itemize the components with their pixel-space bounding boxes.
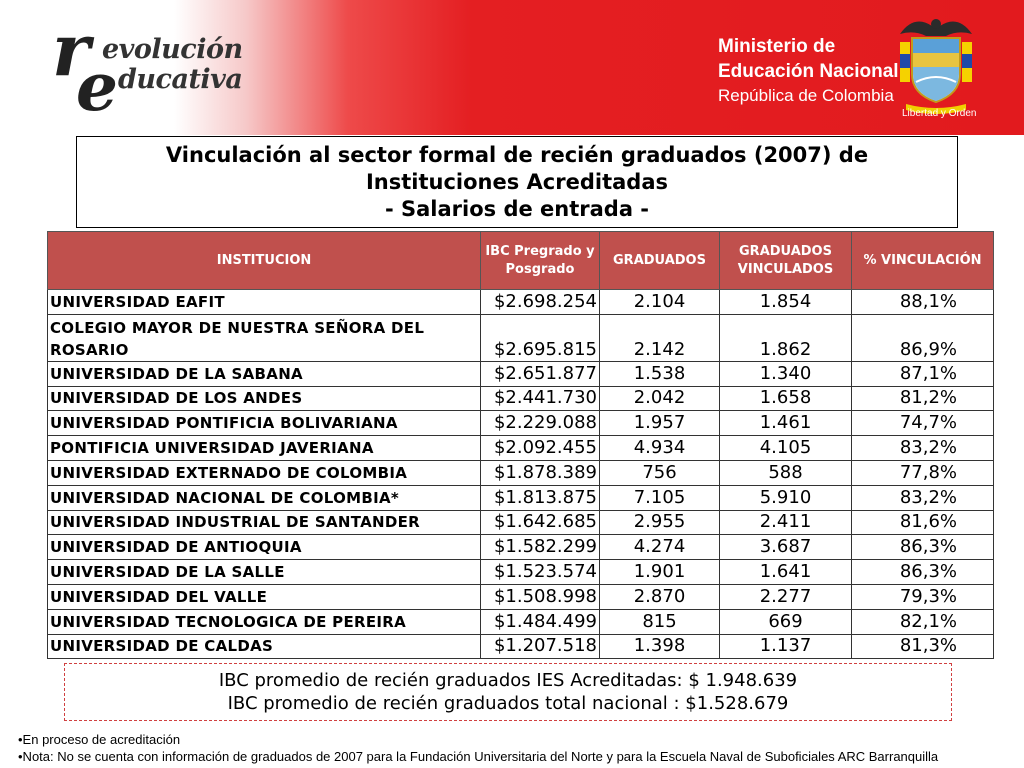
summary-line-nacional: IBC promedio de recién graduados total nacional : $1.528.679 — [227, 693, 789, 714]
cell-vinculacion: 81,2% — [852, 386, 994, 411]
motto-text: Libertad y Orden — [902, 108, 977, 119]
footnotes — [18, 731, 938, 765]
cell-vinculados: 1.340 — [720, 361, 852, 386]
table-row — [48, 560, 994, 585]
cell-graduados: 2.955 — [600, 510, 720, 535]
cell-graduados: 7.105 — [600, 485, 720, 510]
header-porcentaje-vinculacion: % VINCULACIÓN — [852, 232, 994, 290]
cell-vinculados: 1.137 — [720, 634, 852, 659]
table-row — [48, 460, 994, 485]
cell-vinculacion: 86,3% — [852, 535, 994, 560]
cell-vinculacion: 74,7% — [852, 411, 994, 436]
cell-institution: UNIVERSIDAD EXTERNADO DE COLOMBIA — [48, 460, 481, 485]
cell-institution: UNIVERSIDAD DE LA SALLE — [48, 560, 481, 585]
cell-ibc: $1.582.299 — [481, 535, 600, 560]
cell-vinculacion: 77,8% — [852, 460, 994, 485]
cell-vinculados: 1.641 — [720, 560, 852, 585]
ministry-line-1: Ministerio de — [718, 36, 836, 57]
table-header-row — [48, 232, 994, 290]
logo-initial-e: e — [76, 48, 118, 126]
table-row — [48, 436, 994, 461]
ministry-name — [718, 34, 898, 108]
cell-ibc: $1.878.389 — [481, 460, 600, 485]
cell-graduados: 4.274 — [600, 535, 720, 560]
cell-ibc: $1.813.875 — [481, 485, 600, 510]
cell-vinculados: 2.411 — [720, 510, 852, 535]
cell-vinculacion: 81,6% — [852, 510, 994, 535]
cell-graduados: 2.104 — [600, 290, 720, 315]
cell-vinculacion: 86,3% — [852, 560, 994, 585]
cell-vinculacion: 87,1% — [852, 361, 994, 386]
cell-ibc: $2.092.455 — [481, 436, 600, 461]
title-line-3: - Salarios de entrada - — [384, 196, 650, 221]
cell-graduados: 1.538 — [600, 361, 720, 386]
cell-institution: UNIVERSIDAD DE ANTIOQUIA — [48, 535, 481, 560]
summary-line-acreditadas: IBC promedio de recién graduados IES Acreditadas: $ 1.948.639 — [218, 670, 798, 691]
table-row — [48, 361, 994, 386]
cell-ibc: $2.441.730 — [481, 386, 600, 411]
cell-vinculacion: 88,1% — [852, 290, 994, 315]
cell-ibc: $2.695.815 — [481, 314, 600, 361]
cell-vinculacion: 83,2% — [852, 436, 994, 461]
cell-graduados: 2.142 — [600, 314, 720, 361]
cell-graduados: 2.870 — [600, 584, 720, 609]
cell-vinculados: 2.277 — [720, 584, 852, 609]
cell-ibc: $2.651.877 — [481, 361, 600, 386]
cell-ibc: $2.229.088 — [481, 411, 600, 436]
colombia-coat-of-arms-icon — [896, 12, 976, 117]
cell-vinculacion: 82,1% — [852, 609, 994, 634]
logo-word-educativa: ducativa — [118, 64, 243, 95]
cell-institution: UNIVERSIDAD DE LA SABANA — [48, 361, 481, 386]
cell-graduados: 1.957 — [600, 411, 720, 436]
header-graduados: GRADUADOS — [600, 232, 720, 290]
cell-institution: UNIVERSIDAD TECNOLOGICA DE PEREIRA — [48, 609, 481, 634]
cell-vinculacion: 79,3% — [852, 584, 994, 609]
cell-vinculados: 1.854 — [720, 290, 852, 315]
cell-vinculacion: 86,9% — [852, 314, 994, 361]
ministry-line-2: Educación Nacional — [718, 61, 899, 82]
table-row — [48, 485, 994, 510]
table-row — [48, 314, 994, 361]
table-row — [48, 584, 994, 609]
cell-institution: PONTIFICIA UNIVERSIDAD JAVERIANA — [48, 436, 481, 461]
cell-institution: UNIVERSIDAD NACIONAL DE COLOMBIA* — [48, 485, 481, 510]
header-institucion: INSTITUCION — [48, 232, 481, 290]
title-line-1: Vinculación al sector formal de recién graduados (2007) de — [165, 142, 869, 167]
table-row — [48, 535, 994, 560]
cell-institution: UNIVERSIDAD DE CALDAS — [48, 634, 481, 659]
logo-initial-r: r — [52, 7, 90, 92]
cell-vinculacion: 83,2% — [852, 485, 994, 510]
header-graduados-vinculados: GRADUADOS VINCULADOS — [720, 232, 852, 290]
cell-institution: UNIVERSIDAD EAFIT — [48, 290, 481, 315]
table-row — [48, 290, 994, 315]
header-banner — [0, 0, 1024, 135]
table-row — [48, 510, 994, 535]
cell-ibc: $1.484.499 — [481, 609, 600, 634]
cell-vinculados: 3.687 — [720, 535, 852, 560]
footnote-1: •En proceso de acreditación — [18, 732, 181, 747]
cell-graduados: 1.398 — [600, 634, 720, 659]
cell-institution: COLEGIO MAYOR DE NUESTRA SEÑORA DEL ROSARIO — [48, 314, 481, 361]
cell-institution: UNIVERSIDAD PONTIFICIA BOLIVARIANA — [48, 411, 481, 436]
cell-ibc: $1.508.998 — [481, 584, 600, 609]
revolucion-educativa-logo — [50, 7, 280, 126]
table-row — [48, 386, 994, 411]
table-row — [48, 634, 994, 659]
cell-vinculados: 588 — [720, 460, 852, 485]
logo-word-revolucion: evolución — [102, 34, 243, 65]
table-row — [48, 609, 994, 634]
cell-vinculados: 4.105 — [720, 436, 852, 461]
cell-vinculados: 1.461 — [720, 411, 852, 436]
title-line-2: Instituciones Acreditadas — [365, 169, 668, 194]
header-ibc: IBC Pregrado y Posgrado — [481, 232, 600, 290]
footnote-2: •Nota: No se cuenta con información de graduados de 2007 para la Fundación Universitaria del Norte y para la Escuela Naval de Suboficiales ARC Barranquilla — [18, 749, 939, 764]
cell-graduados: 756 — [600, 460, 720, 485]
cell-ibc: $2.698.254 — [481, 290, 600, 315]
cell-vinculacion: 81,3% — [852, 634, 994, 659]
page-title-box — [76, 136, 958, 228]
graduates-table — [47, 231, 994, 659]
cell-graduados: 1.901 — [600, 560, 720, 585]
cell-vinculados: 1.862 — [720, 314, 852, 361]
summary-box — [64, 663, 952, 721]
cell-ibc: $1.207.518 — [481, 634, 600, 659]
cell-ibc: $1.642.685 — [481, 510, 600, 535]
cell-graduados: 2.042 — [600, 386, 720, 411]
cell-ibc: $1.523.574 — [481, 560, 600, 585]
cell-graduados: 4.934 — [600, 436, 720, 461]
cell-graduados: 815 — [600, 609, 720, 634]
cell-institution: UNIVERSIDAD DEL VALLE — [48, 584, 481, 609]
cell-institution: UNIVERSIDAD INDUSTRIAL DE SANTANDER — [48, 510, 481, 535]
cell-vinculados: 669 — [720, 609, 852, 634]
table-row — [48, 411, 994, 436]
cell-vinculados: 1.658 — [720, 386, 852, 411]
cell-institution: UNIVERSIDAD DE LOS ANDES — [48, 386, 481, 411]
cell-vinculados: 5.910 — [720, 485, 852, 510]
ministry-line-3: República de Colombia — [718, 86, 894, 105]
